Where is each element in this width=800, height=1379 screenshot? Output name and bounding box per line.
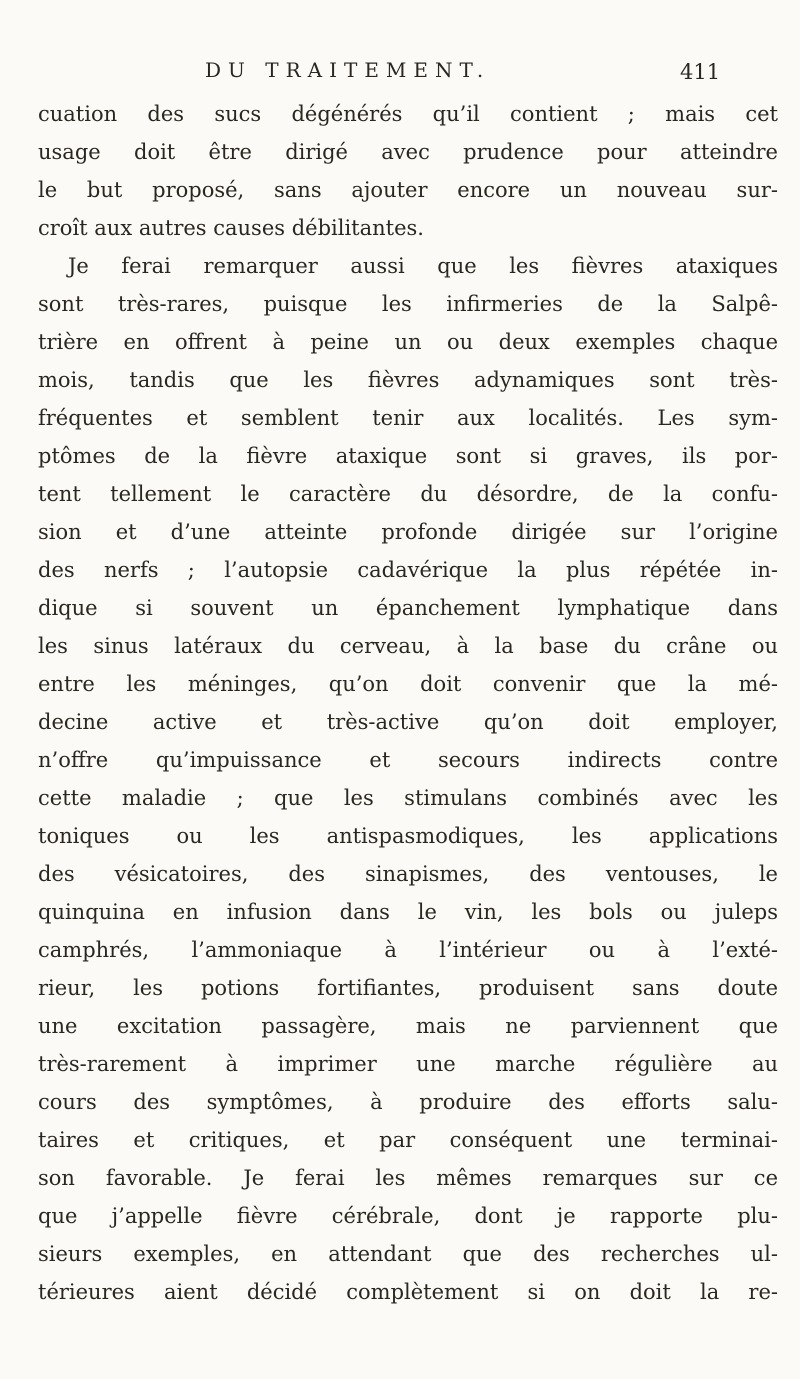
text-line: cuation des sucs dégénérés qu’il contient ; mais cet: [38, 102, 778, 126]
text-line: croît aux autres causes débilitantes.: [38, 216, 424, 240]
text-line: une excitation passagère, mais ne parviennent que: [38, 1014, 778, 1038]
text-line: ptômes de la fièvre ataxique sont si graves, ils por-: [38, 444, 778, 468]
text-line: entre les méninges, qu’on doit convenir que la mé-: [38, 672, 778, 696]
text-line: mois, tandis que les fièvres adynamiques sont très-: [38, 368, 778, 392]
text-line: le but proposé, sans ajouter encore un nouveau sur-: [38, 178, 778, 202]
running-head: DU TRAITEMENT.: [205, 58, 491, 82]
text-line: taires et critiques, et par conséquent une terminai-: [38, 1128, 778, 1152]
text-line: son favorable. Je ferai les mêmes remarques sur ce: [38, 1166, 778, 1190]
text-line: des nerfs ; l’autopsie cadavérique la plus répétée in-: [38, 558, 778, 582]
text-line: decine active et très-active qu’on doit employer,: [38, 710, 778, 734]
text-line: toniques ou les antispasmodiques, les applications: [38, 824, 778, 848]
text-line: n’offre qu’impuissance et secours indirects contre: [38, 748, 778, 772]
text-line: usage doit être dirigé avec prudence pour atteindre: [38, 140, 778, 164]
text-line: cours des symptômes, à produire des efforts salu-: [38, 1090, 778, 1114]
text-line: camphrés, l’ammoniaque à l’intérieur ou à l’exté-: [38, 938, 778, 962]
text-line: tent tellement le caractère du désordre, de la confu-: [38, 482, 778, 506]
text-line: Je ferai remarquer aussi que les fièvres ataxiques: [68, 254, 778, 278]
text-line: trière en offrent à peine un ou deux exemples chaque: [38, 330, 778, 354]
text-line: térieures aient décidé complètement si on doit la re-: [38, 1280, 778, 1304]
text-line: très-rarement à imprimer une marche régulière au: [38, 1052, 778, 1076]
text-line: dique si souvent un épanchement lymphatique dans: [38, 596, 778, 620]
page-number: 411: [680, 60, 721, 84]
text-line: quinquina en infusion dans le vin, les bols ou juleps: [38, 900, 778, 924]
text-line: que j’appelle fièvre cérébrale, dont je rapporte plu-: [38, 1204, 778, 1228]
text-line: fréquentes et semblent tenir aux localités. Les sym-: [38, 406, 778, 430]
text-line: sion et d’une atteinte profonde dirigée sur l’origine: [38, 520, 778, 544]
text-line: cette maladie ; que les stimulans combinés avec les: [38, 786, 778, 810]
text-line: rieur, les potions fortifiantes, produisent sans doute: [38, 976, 778, 1000]
body-text: [38, 95, 778, 1311]
text-line: les sinus latéraux du cerveau, à la base du crâne ou: [38, 634, 778, 658]
text-line: sieurs exemples, en attendant que des recherches ul-: [38, 1242, 778, 1266]
text-line: des vésicatoires, des sinapismes, des ventouses, le: [38, 862, 778, 886]
text-line: sont très-rares, puisque les infirmeries de la Salpê-: [38, 292, 778, 316]
